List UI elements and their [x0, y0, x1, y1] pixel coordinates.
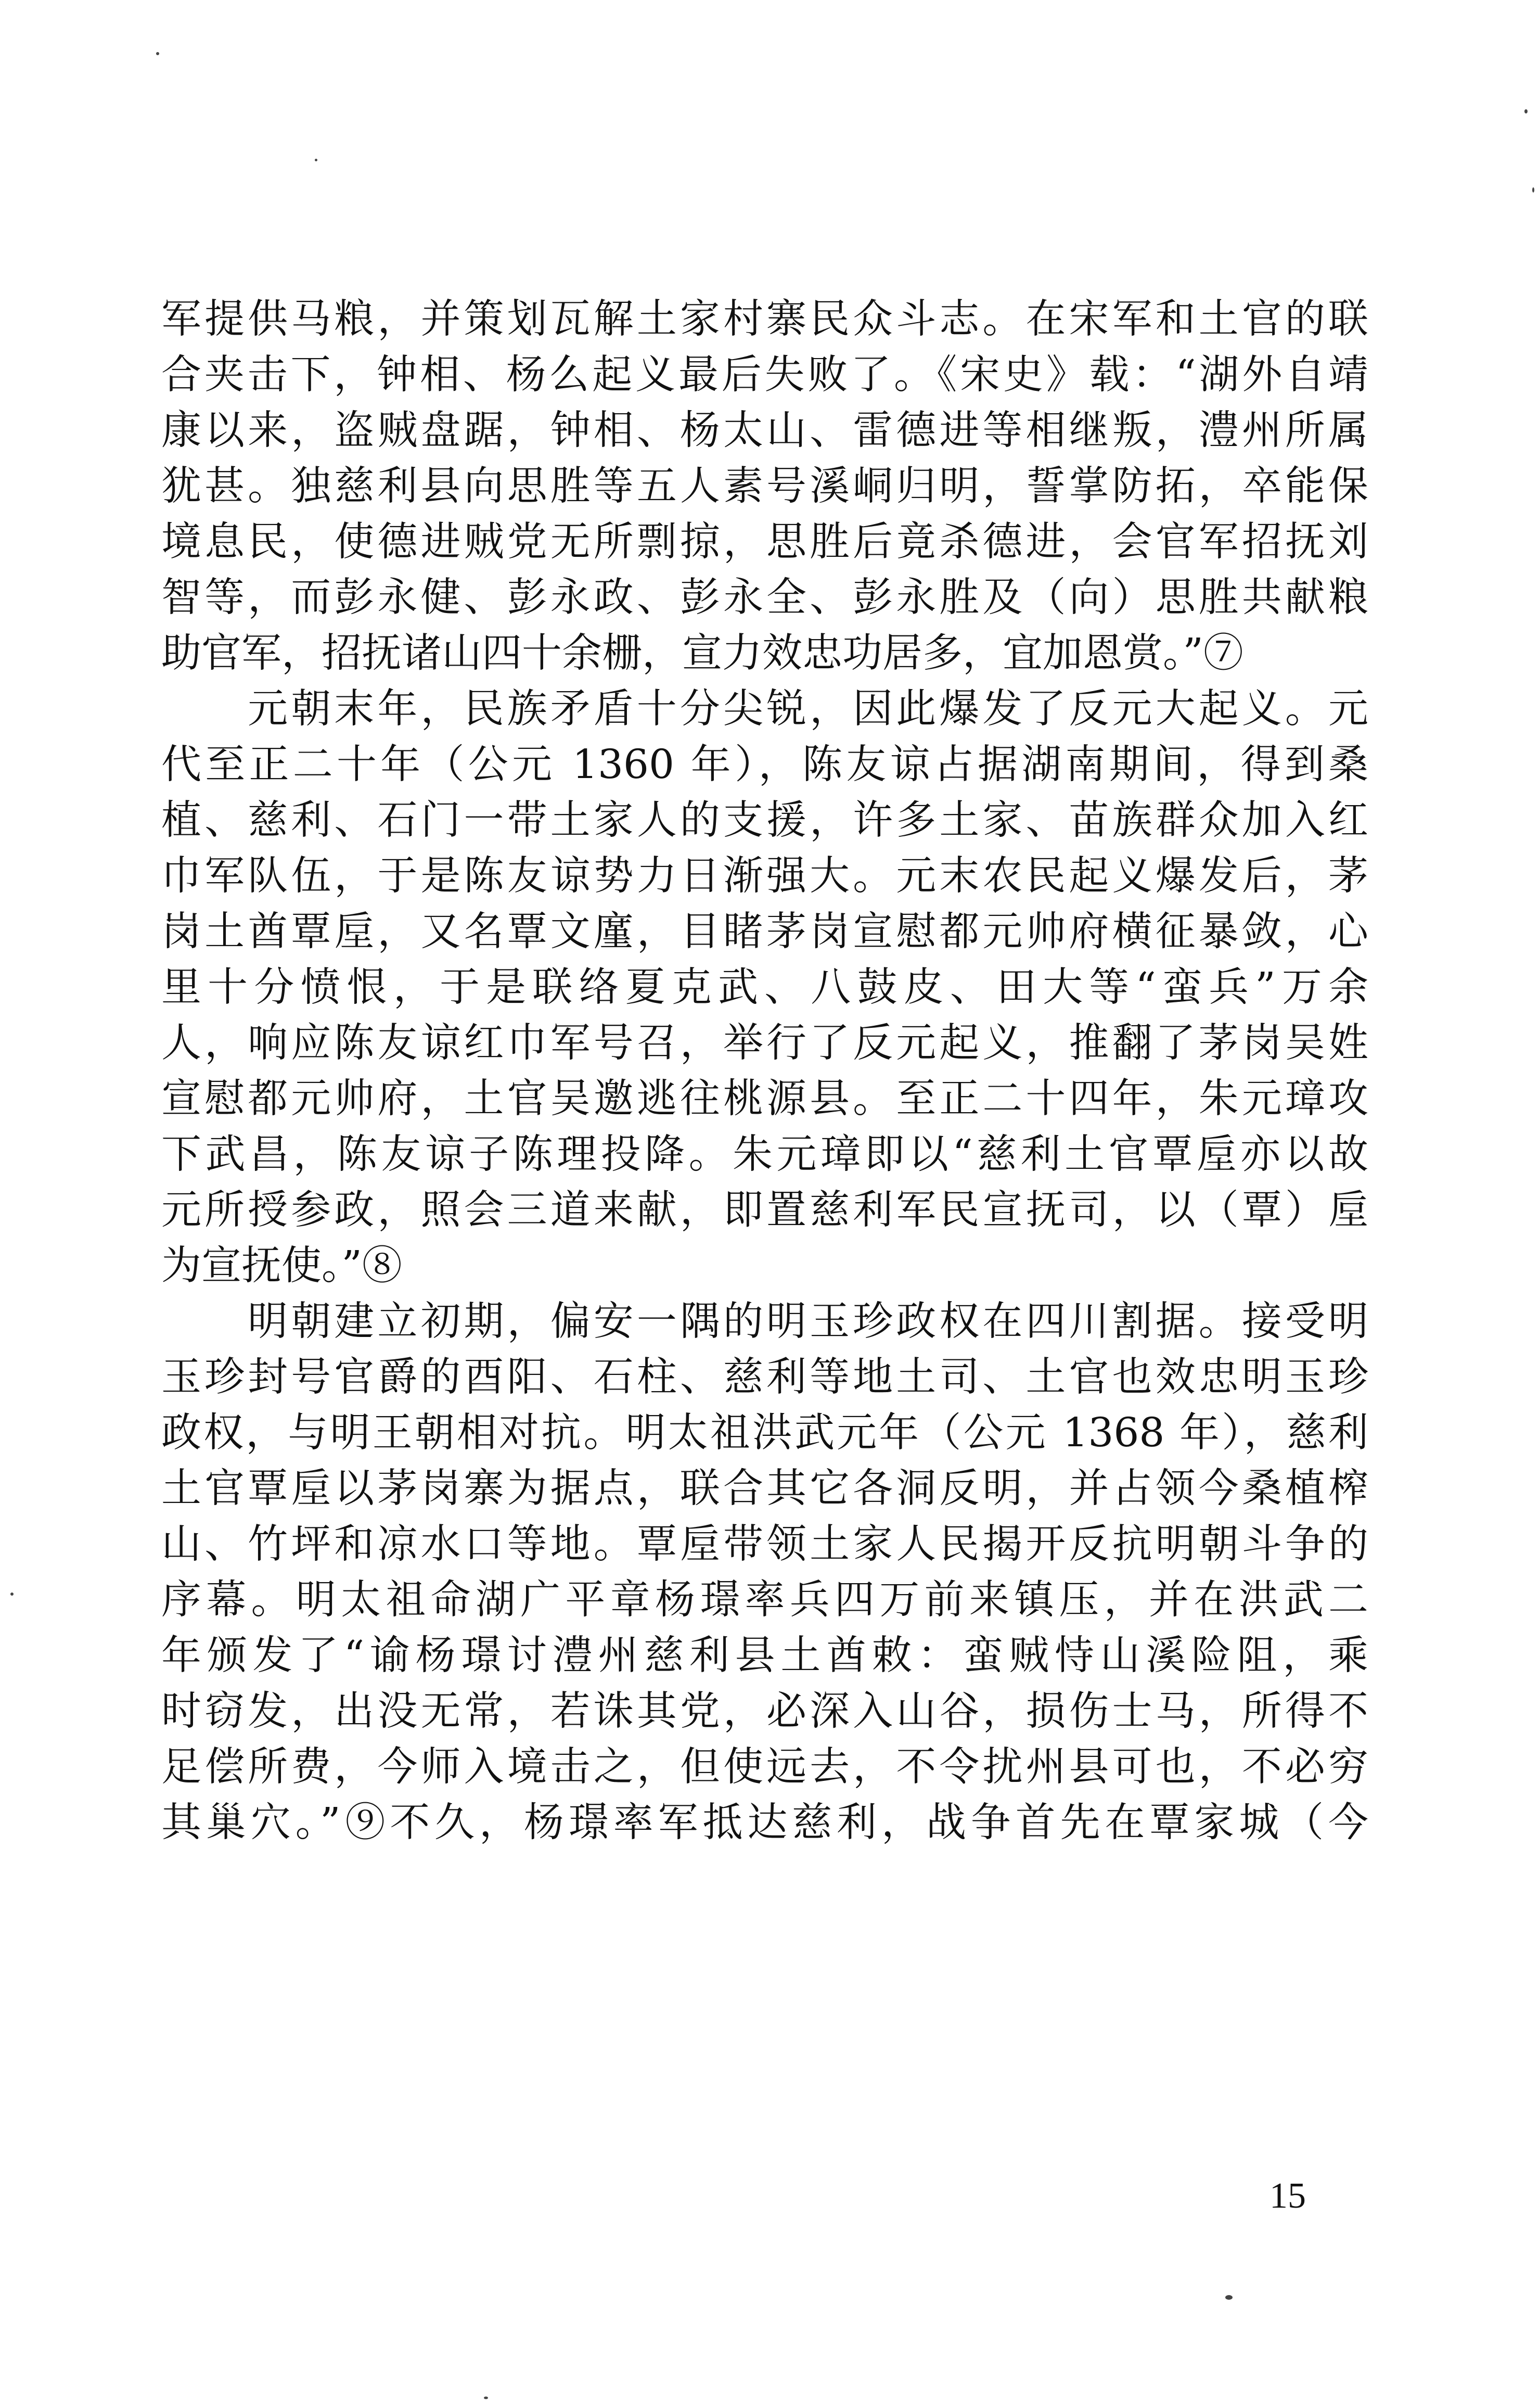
text-line: 代至正二十年（公元 1360 年），陈友谅占据湖南期间，得到桑: [161, 742, 1368, 788]
text-line: 岗土酋覃垕，又名覃文廑，目睹茅岗宣慰都元帅府横征暴敛，心: [161, 909, 1368, 955]
text-line: 山、竹坪和凉水口等地。覃垕带领土家人民揭开反抗明朝斗争的: [161, 1521, 1368, 1568]
scan-speck: [484, 2397, 488, 2399]
text-line: 为宣抚使。”⑧: [161, 1243, 402, 1289]
text-line: 下武昌，陈友谅子陈理投降。朱元璋即以“慈利土官覃垕亦以故: [161, 1131, 1368, 1178]
text-line: 康以来，盗贼盘踞，钟相、杨太山、雷德进等相继叛，澧州所属: [161, 407, 1368, 454]
text-line: 植、慈利、石门一带土家人的支援，许多土家、苗族群众加入红: [161, 797, 1368, 844]
text-line: 元朝末年，民族矛盾十分尖锐，因此爆发了反元大起义。元: [161, 686, 1368, 732]
scan-speck: [1524, 109, 1528, 113]
scan-speck: [1532, 187, 1534, 193]
text-line: 犹甚。独慈利县向思胜等五人素号溪峒归明，誓掌防拓，卒能保: [161, 463, 1368, 509]
scan-speck: [315, 159, 317, 161]
scan-speck: [10, 1592, 14, 1596]
page-number: 15: [1269, 2176, 1306, 2216]
scan-speck: [1225, 2295, 1233, 2300]
text-line: 时窃发，出没无常，若诛其党，必深入山谷，损伤士马，所得不: [161, 1688, 1368, 1735]
scan-speck: [156, 52, 159, 55]
text-line: 助官军，招抚诸山四十余栅，宣力效忠功居多，宜加恩赏。”⑦: [161, 630, 1243, 677]
text-line: 土官覃垕以茅岗寨为据点，联合其它各洞反明，并占领今桑植榨: [161, 1466, 1368, 1512]
body-text: [161, 291, 1368, 1851]
text-line: 序幕。明太祖命湖广平章杨璟率兵四万前来镇压，并在洪武二: [161, 1577, 1368, 1623]
text-line: 军提供马粮，并策划瓦解土家村寨民众斗志。在宋军和土官的联: [161, 296, 1368, 342]
text-line: 玉珍封号官爵的酉阳、石柱、慈利等地土司、土官也效忠明玉珍: [161, 1354, 1368, 1400]
text-line: 明朝建立初期，偏安一隅的明玉珍政权在四川割据。接受明: [161, 1298, 1368, 1345]
text-line: 里十分愤恨，于是联络夏克武、八鼓皮、田大等“蛮兵”万余: [161, 964, 1368, 1011]
text-line: 境息民，使德进贼党无所剽掠，思胜后竟杀德进，会官军招抚刘: [161, 519, 1368, 565]
text-line: 元所授参政，照会三道来献，即置慈利军民宣抚司，以（覃）垕: [161, 1187, 1368, 1233]
text-line: 合夹击下，钟相、杨么起义最后失败了。《宋史》载：“湖外自靖: [161, 352, 1368, 398]
text-line: 巾军队伍，于是陈友谅势力日渐强大。元末农民起义爆发后，茅: [161, 853, 1368, 899]
text-line: 足偿所费，今师入境击之，但使远去，不令扰州县可也，不必穷: [161, 1744, 1368, 1790]
text-line: 智等，而彭永健、彭永政、彭永全、彭永胜及（向）思胜共献粮: [161, 575, 1368, 621]
text-line: 宣慰都元帅府，土官吴邀逃往桃源县。至正二十四年，朱元璋攻: [161, 1076, 1368, 1122]
text-line: 年颁发了“谕杨璟讨澧州慈利县土酋敕：蛮贼恃山溪险阻，乘: [161, 1633, 1368, 1679]
text-line: 政权，与明王朝相对抗。明太祖洪武元年（公元 1368 年），慈利: [161, 1410, 1368, 1456]
text-line: 其巢穴。”⑨不久，杨璟率军抵达慈利，战争首先在覃家城（今: [161, 1800, 1368, 1846]
text-line: 人，响应陈友谅红巾军号召，举行了反元起义，推翻了茅岗吴姓: [161, 1020, 1368, 1066]
